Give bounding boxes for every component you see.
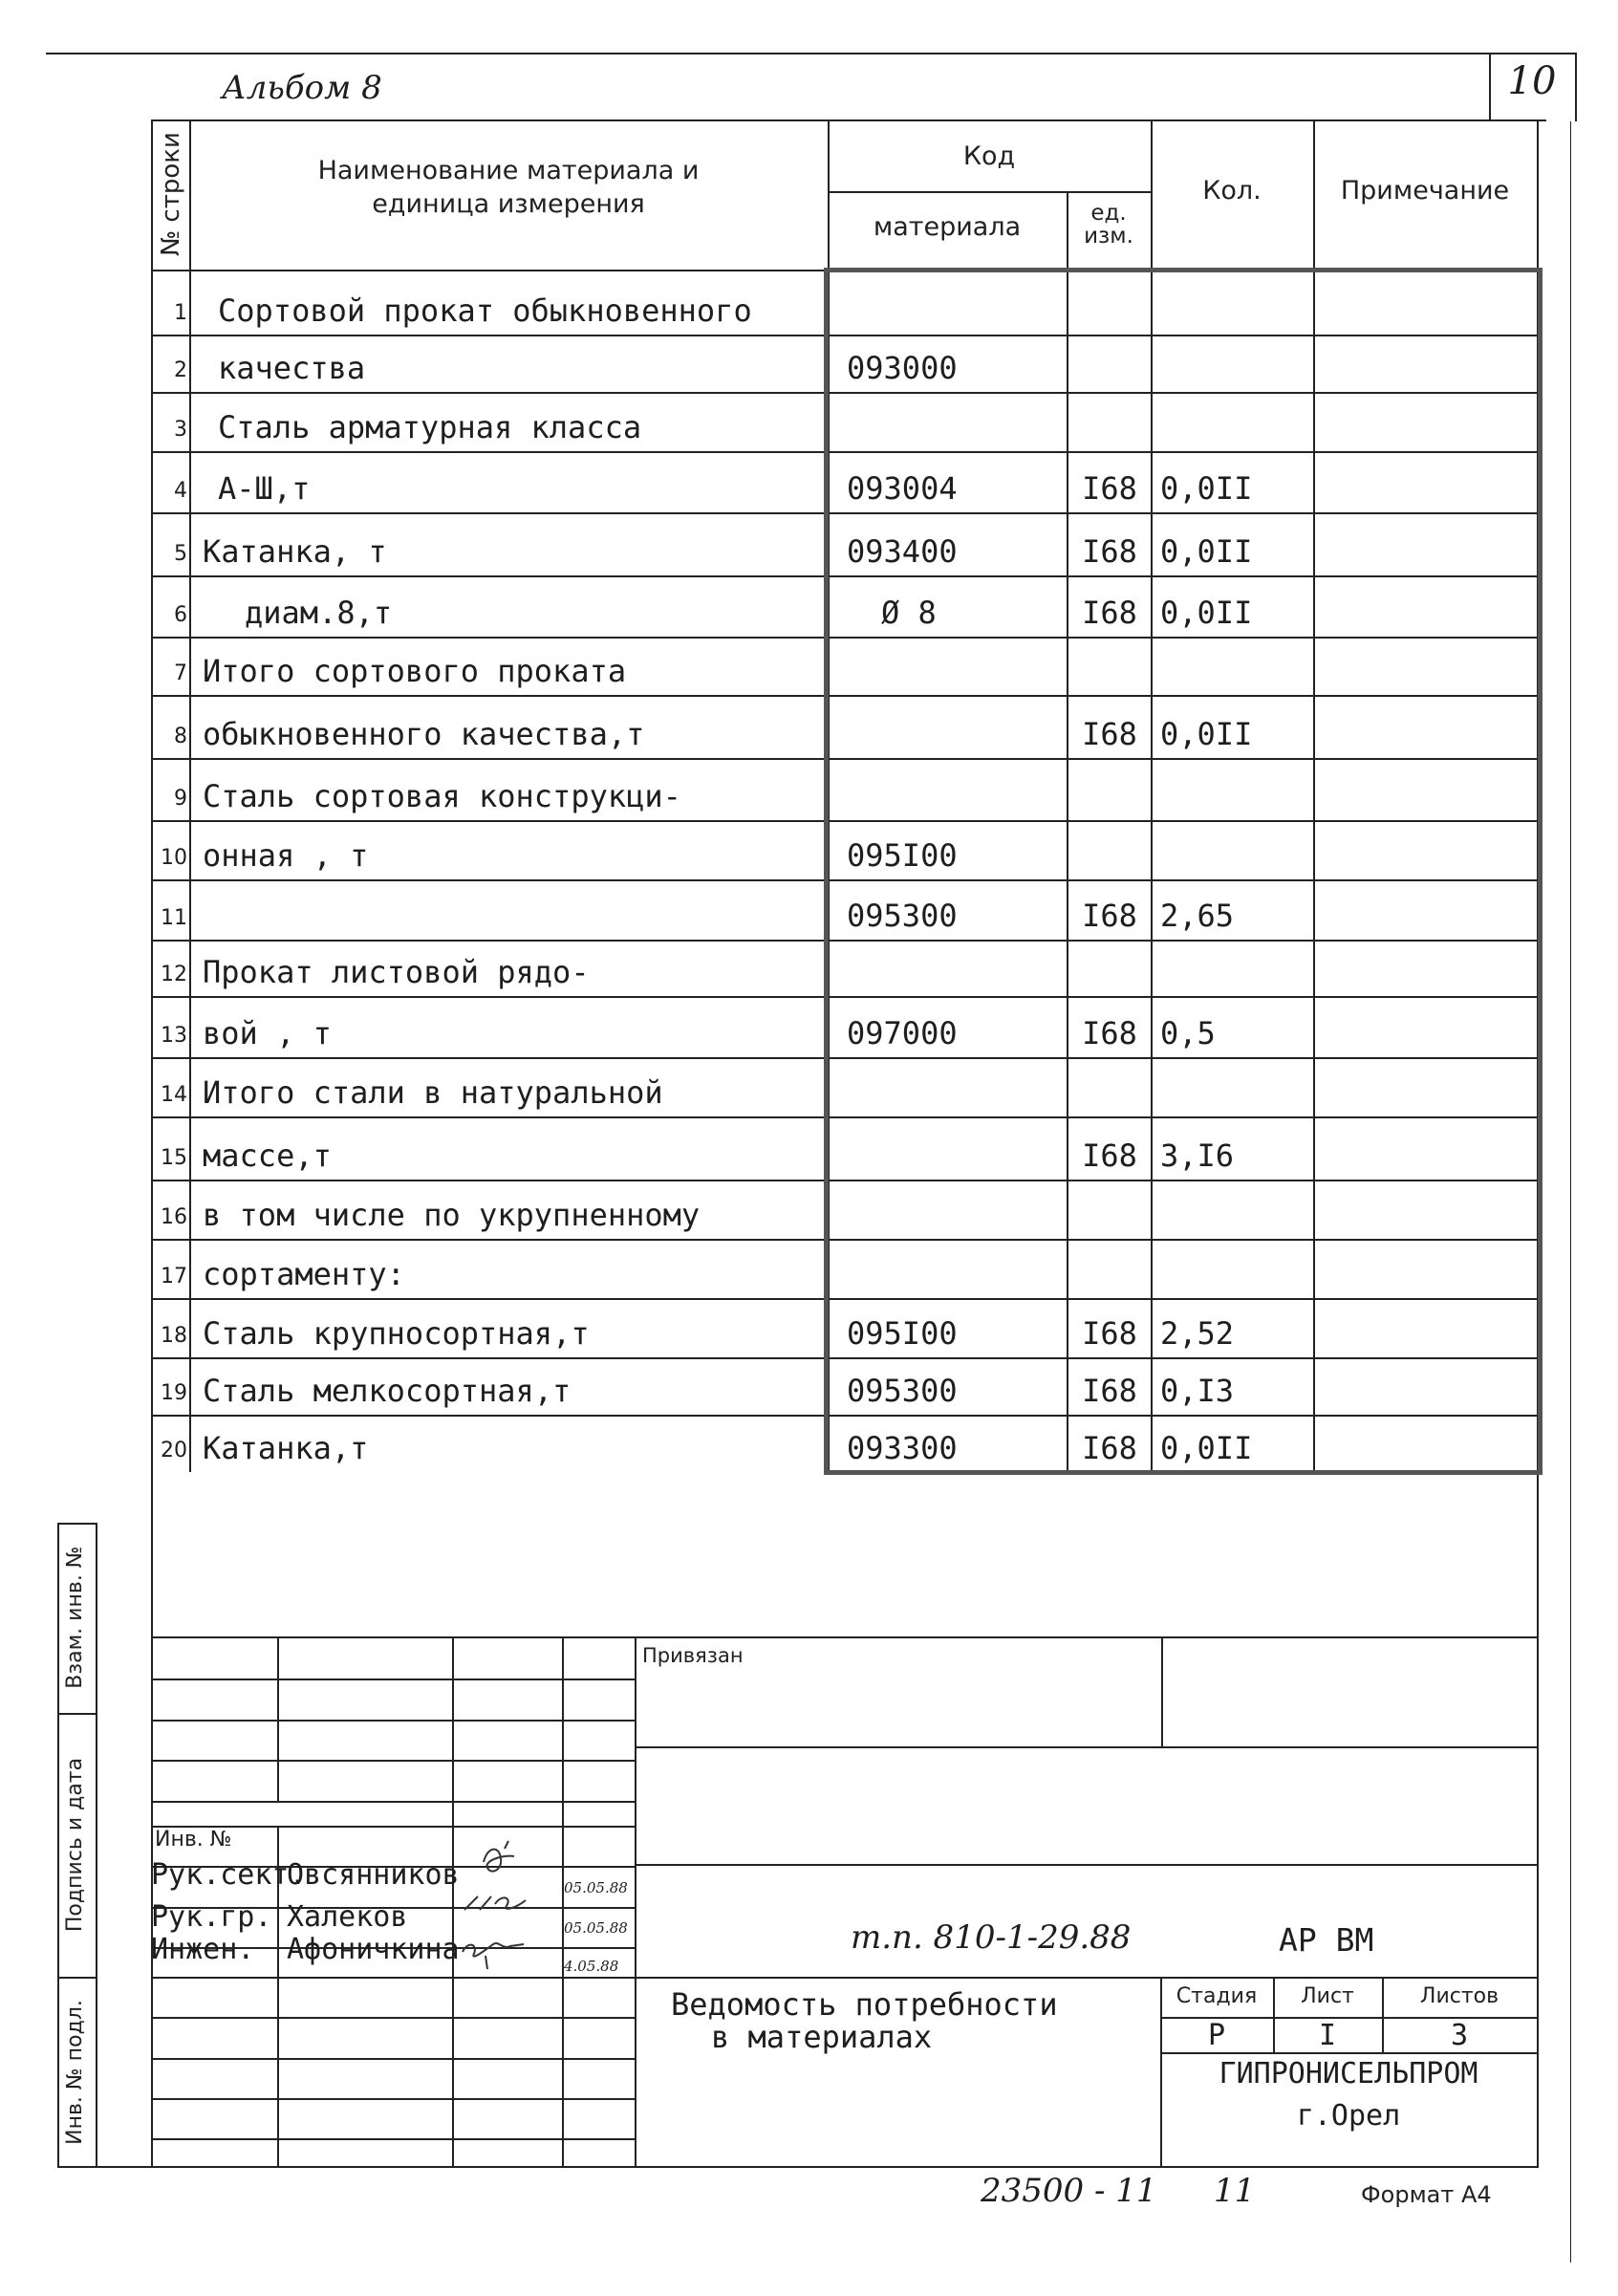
- header-qty: Кол.: [1202, 176, 1262, 206]
- table-row: [0, 820, 1618, 879]
- table-row: [0, 1239, 1618, 1298]
- row-qty: 3,I6: [1160, 1137, 1235, 1174]
- row-number: 7: [174, 661, 187, 685]
- row-code: 095300: [847, 898, 958, 934]
- stage-label: Стадия: [1176, 1984, 1258, 2008]
- row-unit: I68: [1082, 1015, 1137, 1051]
- doc-code: т.п. 810-1-29.88: [851, 1918, 1132, 1957]
- table-row: [0, 996, 1618, 1057]
- sheets-value: 3: [1450, 2019, 1469, 2052]
- table-row: [0, 270, 1618, 335]
- format-label: Формат А4: [1361, 2181, 1492, 2208]
- person-1-name: Овсянников: [287, 1858, 460, 1892]
- row-number: 20: [161, 1439, 187, 1462]
- row-qty: 2,65: [1160, 898, 1235, 934]
- table-row: [0, 1116, 1618, 1180]
- person-1-date: 05.05.88: [564, 1879, 628, 1896]
- top-border: [46, 53, 1575, 54]
- row-name: диам.8,т: [245, 595, 393, 631]
- row-name: Сортовой прокат обыкновенного: [218, 292, 752, 329]
- frame-bottom: [57, 2166, 1539, 2168]
- sheet-number: 10: [1507, 59, 1557, 103]
- table-row: [0, 695, 1618, 758]
- row-name: качества: [218, 350, 366, 386]
- row-qty: 0,0II: [1160, 595, 1253, 631]
- row-name: Итого стали в натуральной: [203, 1074, 663, 1111]
- stamp-podpis: Подпись и дата: [63, 1757, 87, 1933]
- row-name: Сталь мелкосортная,т: [203, 1373, 572, 1409]
- row-unit: I68: [1082, 898, 1137, 934]
- row-code: 093000: [847, 350, 958, 386]
- header-name-line1: Наименование материала и: [317, 156, 700, 185]
- table-row: [0, 335, 1618, 392]
- person-3-role: Инжен.: [151, 1933, 255, 1966]
- person-3-date: 4.05.88: [564, 1958, 619, 1975]
- row-qty: 0,0II: [1160, 716, 1253, 752]
- archive-number: 23500 - 11: [981, 2172, 1157, 2210]
- table-row: [0, 1057, 1618, 1116]
- row-unit: I68: [1082, 595, 1137, 631]
- table-row: [0, 1180, 1618, 1239]
- header-code: Код: [962, 141, 1016, 171]
- person-2-role: Рук.гр.: [151, 1900, 272, 1934]
- row-number: 3: [174, 418, 187, 442]
- row-code: 095I00: [847, 837, 958, 874]
- person-2-name: Халеков: [287, 1900, 408, 1934]
- person-2-date: 05.05.88: [564, 1919, 628, 1937]
- row-code: 093400: [847, 533, 958, 570]
- table-row: [0, 637, 1618, 695]
- sheet-label: Лист: [1301, 1984, 1354, 2008]
- row-name: массе,т: [203, 1137, 332, 1174]
- row-number: 1: [174, 301, 187, 325]
- row-name: Сталь крупносортная,т: [203, 1315, 590, 1352]
- row-number: 14: [161, 1083, 187, 1107]
- row-unit: I68: [1082, 1137, 1137, 1174]
- row-name: Итого сортового проката: [203, 653, 627, 689]
- row-qty: 0,I3: [1160, 1373, 1235, 1409]
- row-unit: I68: [1082, 533, 1137, 570]
- row-number: 13: [161, 1024, 187, 1048]
- row-name: А-Ш,т: [218, 470, 311, 507]
- table-row: [0, 575, 1618, 637]
- row-unit: I68: [1082, 716, 1137, 752]
- table-row: [0, 392, 1618, 451]
- row-qty: 2,52: [1160, 1315, 1235, 1352]
- row-name: в том числе по укрупненному: [203, 1197, 701, 1233]
- row-name: Сталь сортовая конструкци-: [203, 778, 681, 814]
- table-row: [0, 1415, 1618, 1472]
- header-row-no: № строки: [157, 132, 185, 256]
- header-unit-line1: ед.: [1090, 201, 1127, 226]
- sheet-number-box-right: [1575, 53, 1577, 121]
- row-number: 12: [161, 963, 187, 986]
- row-number: 9: [174, 787, 187, 811]
- row-qty: 0,5: [1160, 1015, 1216, 1051]
- table-row: [0, 451, 1618, 512]
- row-number: 16: [161, 1205, 187, 1229]
- sheet-value: I: [1318, 2019, 1337, 2052]
- header-name-line2: единица измерения: [372, 189, 645, 219]
- org-name: ГИПРОНИСЕЛЬПРОМ: [1219, 2057, 1478, 2090]
- privyazan-label: Привязан: [642, 1644, 744, 1667]
- row-number: 15: [161, 1146, 187, 1170]
- doc-title-line2: в материалах: [711, 2019, 933, 2055]
- row-unit: I68: [1082, 1430, 1137, 1466]
- person-3-name: Афоничкина: [287, 1933, 460, 1966]
- row-name: вой , т: [203, 1015, 332, 1051]
- row-number: 19: [161, 1381, 187, 1405]
- doc-mark: АР ВМ: [1279, 1921, 1374, 1959]
- stage-value: Р: [1207, 2019, 1226, 2052]
- row-number: 8: [174, 725, 187, 748]
- row-qty: 0,0II: [1160, 470, 1253, 507]
- doc-title-line1: Ведомость потребности: [671, 1986, 1058, 2023]
- row-code: Ø 8: [881, 595, 937, 631]
- row-number: 18: [161, 1324, 187, 1348]
- row-name: Катанка, т: [203, 533, 387, 570]
- row-number: 2: [174, 358, 187, 382]
- table-row: [0, 879, 1618, 940]
- row-name: Катанка,т: [203, 1430, 369, 1466]
- row-number: 17: [161, 1265, 187, 1289]
- table-row: [0, 758, 1618, 820]
- row-name: Сталь арматурная класса: [218, 409, 642, 445]
- row-name: онная , т: [203, 837, 369, 874]
- row-name: сортаменту:: [203, 1256, 405, 1292]
- row-code: 093300: [847, 1430, 958, 1466]
- row-number: 10: [161, 846, 187, 870]
- row-unit: I68: [1082, 1315, 1137, 1352]
- frame-top: [151, 119, 1546, 121]
- org-city: г.Орел: [1296, 2099, 1401, 2133]
- row-name: Прокат листовой рядо-: [203, 954, 590, 990]
- archive-sheet: 11: [1214, 2172, 1256, 2210]
- inv-no-label: Инв. №: [155, 1828, 232, 1852]
- row-qty: 0,0II: [1160, 533, 1253, 570]
- person-1-role: Рук.сект.: [151, 1858, 307, 1892]
- table-row: [0, 512, 1618, 575]
- row-number: 11: [161, 906, 187, 930]
- header-material: материала: [873, 212, 1022, 242]
- row-code: 095300: [847, 1373, 958, 1409]
- stamp-inv-podl: Инв. № подл.: [63, 2000, 87, 2145]
- row-number: 6: [174, 603, 187, 627]
- sheets-label: Листов: [1419, 1984, 1499, 2008]
- row-number: 4: [174, 479, 187, 503]
- signatures: [457, 1837, 562, 1971]
- table-row: [0, 1298, 1618, 1357]
- table-row: [0, 1357, 1618, 1415]
- header-note: Примечание: [1340, 176, 1510, 206]
- stamp-vzam: Взам. инв. №: [63, 1546, 87, 1689]
- row-unit: I68: [1082, 1373, 1137, 1409]
- table-row: [0, 940, 1618, 996]
- row-number: 5: [174, 542, 187, 566]
- row-name: обыкновенного качества,т: [203, 716, 645, 752]
- album-label: Альбом 8: [222, 69, 382, 107]
- row-code: 093004: [847, 470, 958, 507]
- row-code: 097000: [847, 1015, 958, 1051]
- row-qty: 0,0II: [1160, 1430, 1253, 1466]
- header-unit-line2: изм.: [1084, 224, 1133, 249]
- row-unit: I68: [1082, 470, 1137, 507]
- row-code: 095I00: [847, 1315, 958, 1352]
